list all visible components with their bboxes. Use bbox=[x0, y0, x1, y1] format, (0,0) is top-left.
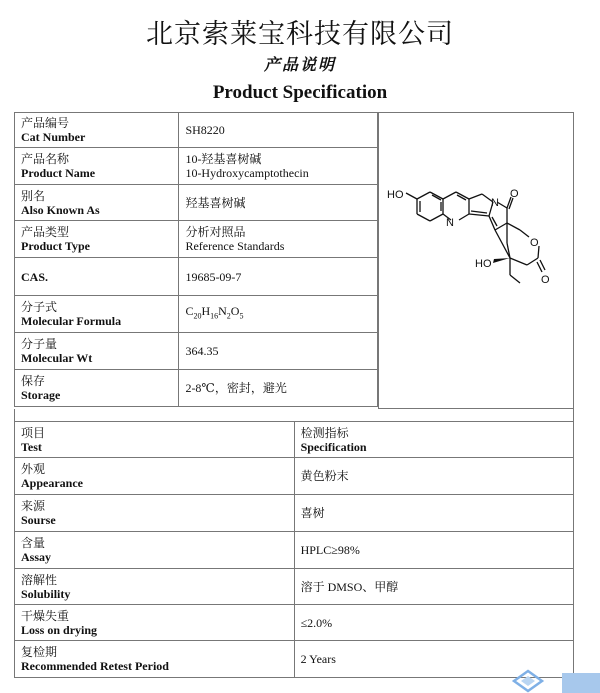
info-row bbox=[15, 296, 378, 333]
bond bbox=[527, 258, 538, 265]
label-en: Assay bbox=[21, 550, 52, 564]
value-line: 10-羟基喜树碱 bbox=[185, 152, 262, 166]
bond bbox=[510, 258, 527, 265]
label-en: Loss on drying bbox=[21, 622, 98, 637]
value-text: 溶于 DMSO、甲醇 bbox=[300, 579, 399, 594]
spec-header-en: Specification bbox=[300, 439, 367, 454]
info-value bbox=[179, 185, 378, 221]
value-line: 10-Hydroxycamptothecin bbox=[185, 166, 309, 180]
info-label bbox=[15, 221, 179, 258]
label-zh: 产品类型 bbox=[21, 225, 70, 239]
diamond-icon bbox=[502, 667, 562, 693]
bond bbox=[520, 230, 529, 237]
info-row bbox=[15, 148, 378, 185]
value-text: 喜树 bbox=[300, 506, 325, 520]
spec-header-row bbox=[15, 422, 574, 458]
label-en: Recommended Retest Period bbox=[21, 659, 169, 673]
info-label bbox=[15, 185, 179, 221]
spec-row bbox=[15, 495, 574, 532]
label-zh: 分子量 bbox=[21, 337, 58, 351]
spec-label bbox=[15, 569, 295, 605]
spec-header-right bbox=[294, 422, 573, 458]
bond bbox=[507, 223, 520, 230]
formula-subscript: 20 bbox=[193, 311, 202, 321]
label-o-top: O bbox=[510, 188, 519, 200]
spec-label bbox=[15, 641, 295, 678]
label-zh: 别名 bbox=[21, 188, 46, 203]
label-en: Product Type bbox=[21, 239, 91, 253]
spec-value bbox=[294, 495, 573, 532]
spec-row bbox=[15, 532, 574, 569]
label-zh: 干燥失重 bbox=[21, 608, 70, 623]
label-n-ring: N bbox=[446, 217, 454, 229]
spec-row bbox=[15, 458, 574, 495]
info-label bbox=[15, 148, 179, 185]
label-zh: 外观 bbox=[21, 462, 46, 476]
label-ho-left: HO bbox=[387, 189, 404, 201]
bond bbox=[469, 194, 482, 199]
spec-row bbox=[15, 641, 574, 678]
label-en: Appearance bbox=[21, 476, 83, 490]
watermark-logo bbox=[502, 667, 600, 693]
info-value bbox=[179, 296, 378, 333]
label-en: CAS. bbox=[21, 269, 49, 284]
label-en: Cat Number bbox=[21, 130, 86, 144]
info-label bbox=[15, 113, 179, 148]
info-label bbox=[15, 370, 179, 407]
info-label bbox=[15, 296, 179, 333]
bond bbox=[430, 214, 443, 221]
label-zh: 保存 bbox=[21, 374, 46, 388]
document-title: Product Specification bbox=[212, 82, 388, 103]
label-en: Molecular Formula bbox=[21, 314, 122, 328]
bond bbox=[459, 214, 469, 220]
bond bbox=[406, 193, 417, 199]
info-row bbox=[15, 113, 378, 148]
label-zh: 复检期 bbox=[21, 645, 58, 659]
formula-subscript: 2 bbox=[226, 311, 231, 321]
bond bbox=[417, 192, 430, 199]
specification-table bbox=[14, 421, 574, 678]
table-separator bbox=[14, 409, 574, 421]
company-name: 北京索莱宝科技有限公司 bbox=[146, 19, 454, 50]
value-text: ≤2.0% bbox=[300, 615, 333, 630]
spec-value bbox=[294, 532, 573, 569]
label-o-lactone: O bbox=[541, 274, 550, 286]
label-zh: 产品编号 bbox=[21, 116, 70, 130]
spec-row bbox=[15, 569, 574, 605]
spec-label bbox=[15, 532, 295, 569]
label-en: Solubility bbox=[21, 586, 71, 601]
label-zh: 来源 bbox=[21, 499, 46, 513]
info-label bbox=[15, 333, 179, 370]
value-line: SH8220 bbox=[185, 123, 225, 137]
label-en: Sourse bbox=[21, 513, 56, 527]
label-zh: 产品名称 bbox=[21, 152, 70, 166]
bond bbox=[457, 195, 466, 200]
label-en: Molecular Wt bbox=[21, 351, 93, 365]
bond bbox=[417, 214, 430, 221]
value-line: 分析对照品 bbox=[185, 225, 246, 239]
label-zh: 分子式 bbox=[21, 300, 58, 314]
info-value bbox=[179, 333, 378, 370]
document-subtitle: 产品说明 bbox=[263, 55, 336, 74]
info-value bbox=[179, 221, 378, 258]
info-row bbox=[15, 370, 378, 407]
info-row bbox=[15, 185, 378, 221]
chemical-structure bbox=[378, 112, 574, 409]
label-en: Product Name bbox=[21, 166, 96, 180]
label-ho-bottom: HO bbox=[475, 258, 492, 270]
value-line: 19685-09-7 bbox=[185, 269, 242, 284]
info-row bbox=[15, 333, 378, 370]
bond bbox=[471, 211, 487, 213]
structure-diagram bbox=[379, 113, 573, 408]
formula-element: H bbox=[201, 304, 211, 319]
label-zh: 溶解性 bbox=[21, 572, 58, 587]
info-value bbox=[179, 113, 378, 148]
spec-label bbox=[15, 458, 295, 495]
spec-label bbox=[15, 605, 295, 641]
bond bbox=[469, 214, 489, 216]
label-en: Also Known As bbox=[21, 202, 100, 217]
value-text: HPLC≥98% bbox=[300, 543, 360, 557]
info-row bbox=[15, 258, 378, 296]
info-value bbox=[179, 148, 378, 185]
watermark-box bbox=[562, 673, 600, 693]
wedge-bond bbox=[493, 258, 510, 263]
formula-subscript: 16 bbox=[210, 311, 219, 321]
bond bbox=[510, 275, 520, 283]
spec-header-left bbox=[15, 422, 295, 458]
spec-value bbox=[294, 569, 573, 605]
label-zh: 含量 bbox=[21, 536, 46, 550]
test-header-zh: 项目 bbox=[21, 425, 46, 440]
test-header-en: Test bbox=[21, 439, 42, 454]
product-info-table bbox=[14, 112, 378, 407]
value-line: Reference Standards bbox=[185, 239, 285, 253]
formula-element: O bbox=[230, 304, 240, 319]
value-line: 羟基喜树碱 bbox=[185, 195, 246, 210]
info-value bbox=[179, 370, 378, 407]
label-n-amide: N bbox=[491, 197, 499, 209]
formula-element: C bbox=[185, 304, 194, 319]
bond bbox=[495, 223, 507, 230]
formula-element: N bbox=[218, 304, 227, 319]
info-row bbox=[15, 221, 378, 258]
spec-value bbox=[294, 605, 573, 641]
spec-value bbox=[294, 458, 573, 495]
spec-row bbox=[15, 605, 574, 641]
label-o-ring: O bbox=[530, 237, 539, 249]
value-text: 2 Years bbox=[300, 652, 336, 666]
info-label bbox=[15, 258, 179, 296]
molecular-formula bbox=[185, 304, 377, 323]
value-line: 2-8℃，密封，避光 bbox=[185, 381, 287, 395]
spec-header-zh: 检测指标 bbox=[300, 425, 349, 440]
bond bbox=[443, 192, 456, 199]
value-text: 黄色粉末 bbox=[300, 469, 349, 483]
value-line: 364.35 bbox=[185, 344, 219, 358]
info-value bbox=[179, 258, 378, 296]
formula-subscript: 5 bbox=[239, 311, 244, 321]
spec-label bbox=[15, 495, 295, 532]
label-en: Storage bbox=[21, 388, 61, 402]
